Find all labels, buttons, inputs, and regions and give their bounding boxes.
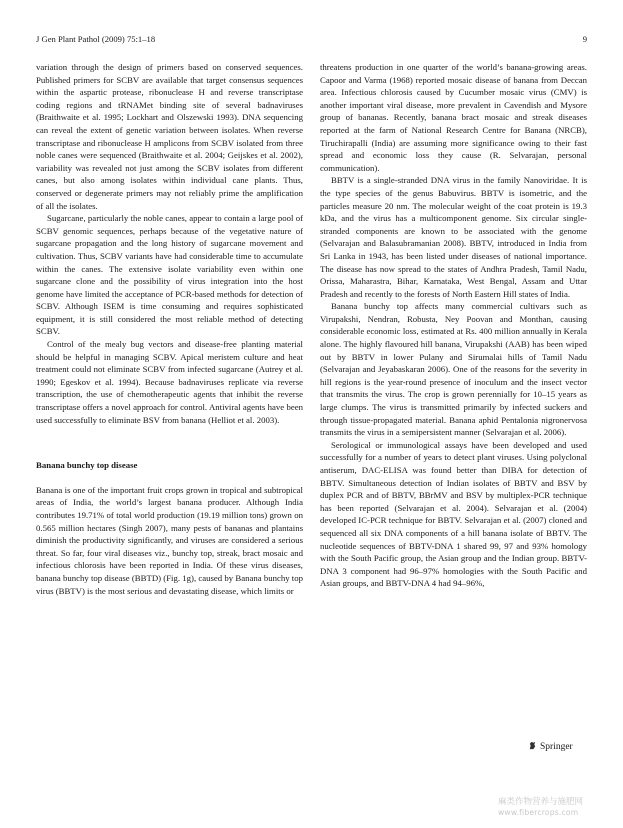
paragraph: Banana bunchy top affects many commercial cultivars such as Virupakshi, Nendran, Robusta, Ney Poovan and Monthan, causing considerable economic loss, estimated at Rs. 400 million annually in Kerala alone. The highly flavoured hill banana, Virupakshi (AAB) has been wiped out by BBTV in lower Pulany and Sirumalai hills of Tamil Nadu (Selvarajan and Jeyabaskaran 2006). One of the reasons for the severity in hill regions is the year-round presence of inoculum and the insect vector that transmits the virus. The crop is grown perennially for 10–15 years as large clumps. The virus is transmitted primarily by infected suckers and through tissue-propagated material. Banana aphid Pentalonia nigronervosa transmits the virus in a semipersistent manner (Selvarajan et al. 2006).	[320, 301, 587, 438]
left-column	[36, 61, 303, 597]
paragraph: Banana is one of the important fruit crops grown in tropical and subtropical areas of India, the world’s largest banana producer. Although India contributes 19.71% of total world production (19.19 million tons) grown on 0.565 million hectares (Singh 2007), many pests of bananas and plantains diminish the productivity significantly, and viruses are considered a serious threat. So far, four viral diseases viz., bunchy top, streak, bract mosaic and infectious chlorosis have been reported in India. Of these virus diseases, banana bunchy top disease (BBTD) (Fig. 1g), caused by Banana bunchy top virus (BBTV) is the most serious and devastating disease, which limits or	[36, 484, 303, 596]
running-header	[36, 34, 587, 46]
paragraph: threatens production in one quarter of the world’s banana-growing areas. Capoor and Varma (1968) reported mosaic disease of banana from Deccan area. Infectious chlorosis caused by Cucumber mosaic virus (CMV) is another important viral disease, more prevalent in Cavendish and Mysore group of bananas. Recently, banana bract mosaic and streak diseases reported at the farm of National Research Centre for Banana (NRCB), Tiruchirapalli (India) are assuming more significance owing to their fast spread and economic loss they cause (R. Selvarajan, personal communication).	[320, 62, 587, 173]
paragraph: Serological or immunological assays have been developed and used successfully for a number of years to detect plant viruses. Using polyclonal antiserum, DAC-ELISA was found better than DIBA for detection of BBTV. Simultaneous detection of Indian isolates of BBTV and BSV by duplex PCR and of BBTV, BBrMV and BSV by multiplex-PCR technique has been reported (Selvarajan et al. 2004). Selvarajan et al. (2004) developed IC-PCR technique for BBTV. Selvarajan et al. (2007) cloned and sequenced all six DNA components of a hill banana isolate of BBTV. The nucleotide sequences of BBTV-DNA 1 shared 99, 97 and 93% homology with the South Pacific group, the Asian group and the Indian group. BBTV-DNA 3 component had 96–97% homologies with the South Pacific and Asian groups, and BBTV-DNA 4 had 94–96%,	[320, 439, 587, 589]
watermark-chinese: 麻类作物营养与施肥网	[498, 796, 584, 806]
section-heading: Banana bunchy top disease	[36, 460, 138, 471]
publisher-logo	[528, 741, 598, 755]
publisher-name: Springer	[540, 742, 573, 752]
paragraph: Control of the mealy bug vectors and disease-free planting material should be helpful in managing SCBV. Apical meristem culture and heat treatment could not eliminate SCBV from infected sugarcane (Autrey et al. 1990; Egeskov et al. 1994). Because badnaviruses replicate via reverse transcription, the use of chemotherapeutic agents that inhibit the reverse transcriptase offers a novel approach for control. Antiviral agents have been used successfully to eliminate BSV from banana (Helliot et al. 2003).	[36, 339, 303, 425]
paragraph: variation through the design of primers based on conserved sequences. Published primers for SCBV are available that target consensus sequences within the aspartic protease, ribonuclease H and reverse transcriptase coding regions and tRNAMet binding site of several badnaviruses (Braithwaite et al. 1995; Lockhart and Olszewski 1993). DNA sequencing can reveal the extent of genetic variation between isolates. When reverse transcriptase and ribonuclease H amplicons from SCBV isolated from three noble canes were sequenced (Braithwaite et al. 2004; Geijskes et al. 2002), variability was revealed not just among the SCBV isolates from different canes, but also among isolates within individual cane plants. Thus, conserved or degenerate primers may not reliably prime the amplification of all the isolates.	[36, 62, 303, 211]
journal-citation: J Gen Plant Pathol (2009) 75:1–18	[36, 34, 156, 44]
watermark-url: www.fibercrops.com	[498, 808, 579, 817]
paragraph: BBTV is a single-stranded DNA virus in the family Nanoviridae. It is the type species of the genus Babuvirus. BBTV is isometric, and the particles measure 20 nm. The molecular weight of the coat protein is 19.3 kDa, and the virus has a multicomponent genome. Six circular single-stranded components are known to be associated with the genome (Selvarajan and Balasubramanian 2008). BBTV, introduced in India from Sri Lanka in 1943, has been listed under diseases of national importance. The disease has now spread to the states of Andhra Pradesh, Tamil Nadu, Orissa, Maharastra, Bihar, Karnataka, West Bengal, Assam and Uttar Pradesh and recently to the forests of North Eastern Hill states of India.	[320, 175, 587, 299]
springer-horse-icon	[528, 741, 537, 750]
paragraph: Sugarcane, particularly the noble canes, appear to contain a large pool of SCBV genomic sequences, perhaps because of the vegetative nature of sugarcane propagation and the long history of sugarcane movement and cultivation. Thus, SCBV variants have had considerable time to accumulate within the canes. The extensive isolate variability even within one sugarcane clone and the possibility of virus integration into the host genome have limited the acceptance of PCR-based methods for detection of SCBV. Although ISEM is time consuming and requires sophisticated equipment, it is still considered the most reliable method of detecting SCBV.	[36, 213, 303, 337]
right-column	[320, 61, 587, 590]
watermark	[498, 796, 623, 818]
page-number: 9	[582, 34, 587, 44]
